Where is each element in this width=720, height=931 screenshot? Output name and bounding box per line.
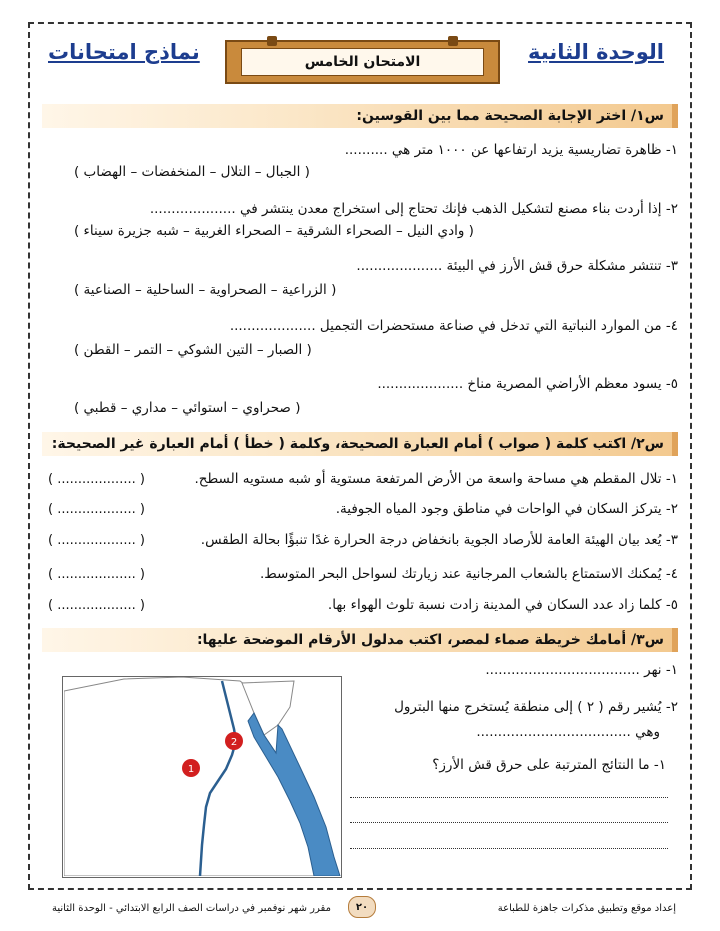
q3-item-3: ١- ما النتائج المترتبة على حرق قش الأرز؟: [432, 757, 666, 773]
q1-item-2-options: ( وادي النيل – الصحراء الشرقية – الصحراء الغربية – شبه جزيرة سيناء ): [74, 223, 474, 239]
q1-item-5-options: ( صحراوي – استوائي – مداري – قطبي ): [74, 400, 301, 416]
q1-title-bar: [42, 104, 678, 128]
footer-credit: إعداد موقع وتطبيق مذكرات جاهزة للطباعة: [497, 903, 676, 914]
q2-statement-5: ٥- كلما زاد عدد السكان في المدينة زادت نسبة تلوث الهواء بها.: [327, 597, 678, 613]
q1-item-5-stem: ٥- يسود معظم الأراضي المصرية مناخ ....................: [377, 376, 678, 392]
q2-statement-4: ٤- يُمكنك الاستمتاع بالشعاب المرجانية عند زيارتك لسواحل البحر المتوسط.: [259, 566, 678, 582]
q2-title: س٢/ اكتب كلمة ( صواب ) أمام العبارة الصحيحة، وكلمة ( خطأ ) أمام العبارة غير الصحيحة:: [51, 436, 664, 452]
q2-answer-3[interactable]: ( ................... ): [48, 533, 145, 548]
page-number: ٢٠: [348, 896, 376, 918]
q3-item-2: ٢- يُشير رقم ( ٢ ) إلى منطقة يُستخرج منها البترول: [394, 699, 678, 715]
q1-item-3-options: ( الزراعية – الصحراوية – الساحلية – الصناعية ): [74, 282, 337, 298]
exam-title: الامتحان الخامس: [241, 48, 484, 76]
exam-banner: [225, 40, 500, 84]
q1-item-1-options: ( الجبال – التلال – المنخفضات – الهضاب ): [74, 164, 310, 180]
q1-title: س١/ اختر الإجابة الصحيحة مما بين القوسين:: [356, 108, 664, 124]
q3-item-1: ١- نهر ....................................: [485, 662, 678, 678]
q2-answer-2[interactable]: ( ................... ): [48, 502, 145, 517]
q2-answer-1[interactable]: ( ................... ): [48, 472, 145, 487]
q1-item-3-stem: ٣- تنتشر مشكلة حرق قش الأرز في البيئة ....................: [356, 258, 678, 274]
q2-answer-4[interactable]: ( ................... ): [48, 567, 145, 582]
q2-statement-3: ٣- يُعد بيان الهيئة العامة للأرصاد الجوية بانخفاض درجة الحرارة غدًا تنبؤًا بحالة الطقس.: [200, 532, 678, 548]
q2-statement-2: ٢- يتركز السكان في الواحات في مناطق وجود المياه الجوفية.: [335, 501, 678, 517]
answer-line[interactable]: [350, 822, 668, 823]
q2-title-bar: [42, 432, 678, 456]
q1-item-1-stem: ١- ظاهرة تضاريسية يزيد ارتفاعها عن ١٠٠٠ متر هي ..........: [344, 142, 678, 158]
egypt-blank-map: [62, 676, 342, 878]
q3-title: س٣/ أمامك خريطة صماء لمصر، اكتب مدلول الأرقام الموضحة عليها:: [196, 632, 664, 648]
answer-line[interactable]: [350, 848, 668, 849]
map-marker-2-label: 2: [230, 737, 238, 748]
footer-course: مقرر شهر نوفمبر في دراسات الصف الرابع الابتدائي - الوحدة الثانية: [52, 903, 331, 914]
models-title: نماذج امتحانات: [48, 40, 200, 64]
q3-item-2-answer: وهي ....................................: [476, 724, 660, 740]
q2-answer-5[interactable]: ( ................... ): [48, 598, 145, 613]
unit-title: الوحدة الثانية: [528, 40, 664, 64]
map-marker-1-label: 1: [187, 764, 195, 775]
q2-statement-1: ١- تلال المقطم هي مساحة واسعة من الأرض المرتفعة مستوية أو شبه مستويه السطح.: [194, 471, 678, 487]
q1-item-4-stem: ٤- من الموارد النباتية التي تدخل في صناعة مستحضرات التجميل ....................: [229, 318, 678, 334]
answer-line[interactable]: [350, 797, 668, 798]
map-svg: [64, 677, 341, 876]
q1-item-2-stem: ٢- إذا أردت بناء مصنع لتشكيل الذهب فإنك تحتاج إلى استخراج معدن ينتشر في ....................: [149, 201, 678, 217]
q3-title-bar: [42, 628, 678, 652]
q1-item-4-options: ( الصبار – التين الشوكي – التمر – القطن ): [74, 342, 312, 358]
